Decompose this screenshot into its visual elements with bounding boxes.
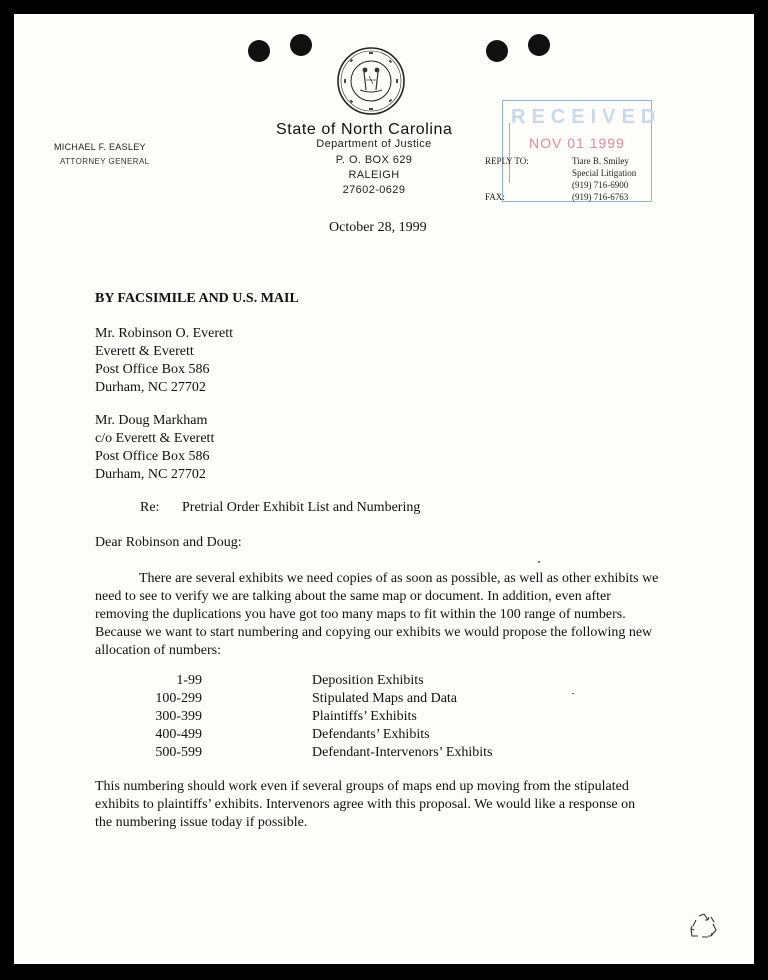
stray-mark — [572, 693, 574, 694]
addressee-block-1 — [95, 325, 233, 397]
allocation-range: 400-499 — [155, 727, 202, 742]
re-subject: Pretrial Order Exhibit List and Numbering — [182, 500, 421, 515]
allocation-table — [14, 673, 614, 769]
reply-unit: Special Litigation — [572, 168, 637, 178]
re-label: Re: — [140, 500, 160, 515]
allocation-description: Defendant-Intervenors’ Exhibits — [312, 745, 493, 760]
address-line: Mr. Robinson O. Everett — [95, 326, 234, 341]
department-name: Department of Justice — [316, 138, 432, 150]
address-line: Post Office Box 586 — [95, 362, 210, 377]
stamp-received-text: RECEIVED — [511, 106, 662, 128]
allocation-range: 100-299 — [155, 691, 202, 706]
stamp-date: NOV 01 1999 — [529, 135, 625, 151]
address-line: Durham, NC 27702 — [95, 467, 206, 482]
allocation-description: Defendants’ Exhibits — [312, 727, 430, 742]
city: RALEIGH — [348, 169, 400, 181]
stamp-bar — [503, 123, 510, 183]
allocation-range: 500-599 — [155, 745, 202, 760]
paragraph-line: removing the duplications you have got too many maps to fit within the 100 range of numbers. — [95, 607, 626, 622]
allocation-description: Deposition Exhibits — [312, 673, 424, 688]
paragraph-2 — [95, 778, 665, 832]
reply-to-label: REPLY TO: — [485, 156, 529, 166]
punch-hole-4 — [528, 34, 550, 56]
paragraph-line: allocation of numbers: — [95, 643, 221, 658]
punch-hole-3 — [486, 40, 508, 62]
address-line: Everett & Everett — [95, 344, 194, 359]
reply-phone: (919) 716-6900 — [572, 180, 629, 190]
allocation-row — [14, 709, 514, 727]
allocation-description: Stipulated Maps and Data — [312, 691, 458, 706]
address-line: Durham, NC 27702 — [95, 380, 206, 395]
letter-date: October 28, 1999 — [329, 220, 427, 235]
fax-number: (919) 716-6763 — [572, 192, 629, 202]
state-seal-logo — [336, 46, 406, 116]
recycle-icon — [689, 912, 719, 940]
paragraph-line: Because we want to start numbering and copying our exhibits we would propose the following new — [95, 625, 653, 640]
attorney-title: ATTORNEY GENERAL — [60, 157, 150, 166]
allocation-row — [14, 727, 514, 745]
paragraph-line: This numbering should work even if several groups of maps end up moving from the stipulated — [95, 779, 629, 794]
allocation-row — [14, 745, 514, 763]
stray-mark — [538, 561, 540, 563]
punch-hole-2 — [290, 34, 312, 56]
allocation-description: Plaintiffs’ Exhibits — [312, 709, 417, 724]
punch-hole-1 — [248, 40, 270, 62]
addressee-block-2 — [95, 412, 214, 484]
delivery-method: BY FACSIMILE AND U.S. MAIL — [95, 291, 299, 306]
paragraph-line: need to see to verify we are talking about the same map or document. In addition, even after — [95, 589, 611, 604]
state-name: State of North Carolina — [276, 121, 453, 138]
address-line: c/o Everett & Everett — [95, 431, 215, 446]
salutation: Dear Robinson and Doug: — [95, 535, 242, 550]
reply-name: Tiare B. Smiley — [572, 156, 629, 166]
paragraph-line: There are several exhibits we need copies of as soon as possible, as well as other exhibits we — [139, 571, 659, 586]
address-line: Mr. Doug Markham — [95, 413, 208, 428]
paragraph-1 — [95, 570, 665, 660]
allocation-row — [14, 673, 514, 691]
fax-label: FAX: — [485, 192, 505, 202]
paragraph-line: the numbering issue today if possible. — [95, 815, 308, 830]
allocation-row — [14, 691, 514, 709]
attorney-name: MICHAEL F. EASLEY — [54, 142, 146, 152]
letter-page — [14, 14, 754, 964]
allocation-range: 1-99 — [176, 673, 202, 688]
po-box: P. O. BOX 629 — [335, 154, 413, 166]
paragraph-line: exhibits to plaintiffs’ exhibits. Intervenors agree with this proposal. We would like a response on — [95, 797, 636, 812]
zip-code: 27602-0629 — [342, 184, 406, 196]
address-line: Post Office Box 586 — [95, 449, 210, 464]
allocation-range: 300-399 — [155, 709, 202, 724]
